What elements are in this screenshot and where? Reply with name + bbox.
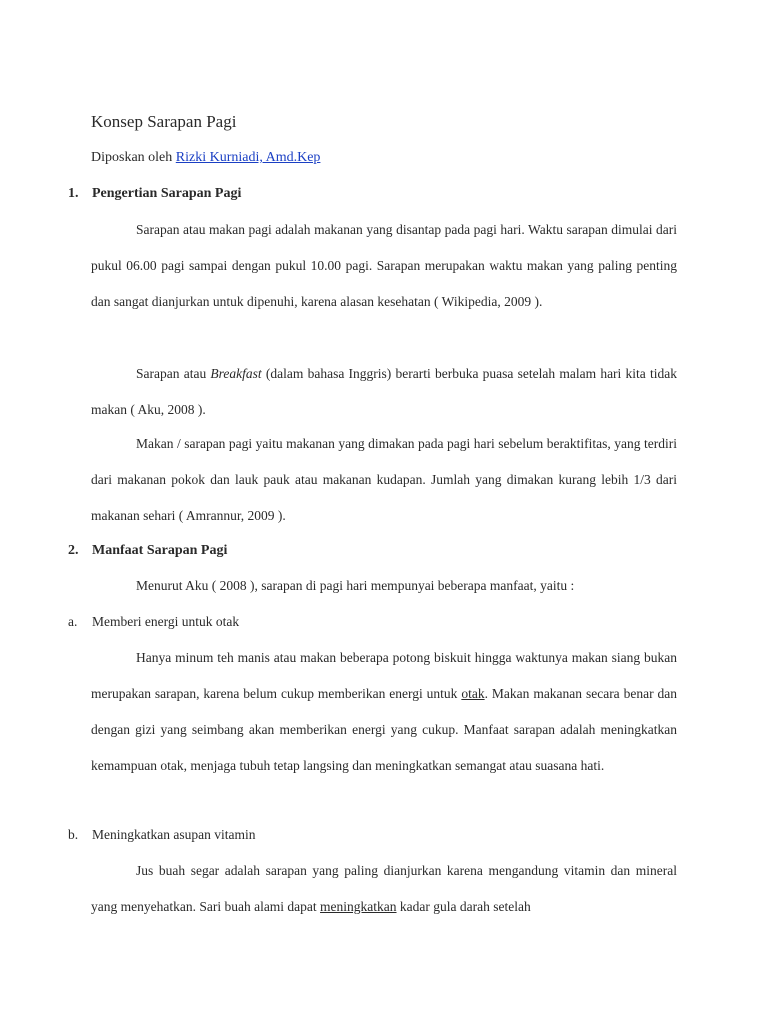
paragraph-pengertian-2	[91, 356, 677, 428]
subitem-a-letter: a.	[68, 614, 78, 629]
paragraph-pengertian-3: Makan / sarapan pagi yaitu makanan yang dimakan pada pagi hari sebelum beraktifitas, yang terdiri dari makanan pokok dan lauk pauk atau makanan kudapan. Jumlah yang dimakan kurang lebih 1/3 dari makanan sehari ( Amrannur, 2009 ).	[91, 436, 677, 523]
section-title-1: Pengertian Sarapan Pagi	[92, 186, 242, 201]
subitem-a	[68, 614, 239, 630]
vitamin-text-before: Jus buah segar adalah sarapan yang paling dianjurkan karena mengandung vitamin dan mineral yang menyehatkan. Sari buah alami dapat	[91, 863, 677, 914]
vitamin-text-after: kadar gula darah setelah	[396, 899, 531, 914]
subitem-a-label: Memberi energi untuk otak	[92, 614, 240, 629]
subitem-b-letter: b.	[68, 827, 79, 842]
subitem-b	[68, 827, 255, 843]
otak-text-after: . Makan makanan secara benar dan dengan gizi yang seimbang akan memberikan energi yang cukup. Manfaat sarapan adalah meningkatkan kemampuan otak, menjaga tubuh tetap langsing dan meningkatkan semangat atau suasana hati.	[91, 686, 677, 773]
paragraph-manfaat-intro: Menurut Aku ( 2008 ), sarapan di pagi hari mempunyai beberapa manfaat, yaitu :	[136, 578, 575, 593]
subitem-b-label: Meningkatkan asupan vitamin	[92, 827, 256, 842]
byline-prefix: Diposkan oleh	[91, 150, 176, 165]
paragraph-pengertian-1: Sarapan atau makan pagi adalah makanan yang disantap pada pagi hari. Waktu sarapan dimulai dari pukul 06.00 pagi sampai dengan pukul 10.00 pagi. Sarapan merupakan waktu makan yang paling penting dan sangat dianjurkan untuk dipenuhi, karena alasan kesehatan ( Wikipedia, 2009 ).	[91, 222, 677, 309]
paragraph-asupan-vitamin	[91, 853, 677, 925]
section-heading-2	[68, 543, 227, 559]
section-heading-1	[68, 186, 241, 202]
section-title-2: Manfaat Sarapan Pagi	[92, 543, 228, 558]
section-number-1: 1.	[68, 186, 79, 201]
byline	[91, 150, 320, 166]
otak-link[interactable]: otak	[461, 686, 485, 701]
author-link[interactable]: Rizki Kurniadi, Amd.Kep	[175, 150, 321, 165]
document-title: Konsep Sarapan Pagi	[91, 112, 237, 131]
paragraph-energi-otak	[91, 640, 677, 784]
breakfast-term: Breakfast	[210, 366, 262, 381]
otak-text-before: Hanya minum teh manis atau makan beberapa potong biskuit hingga waktunya makan siang bukan merupakan sarapan, karena belum cukup memberikan energi untuk	[91, 650, 677, 701]
meningkatkan-link[interactable]: meningkatkan	[320, 899, 397, 914]
section-number-2: 2.	[68, 543, 79, 558]
para2-text-after: (dalam bahasa Inggris) berarti berbuka puasa setelah malam hari kita tidak makan ( Aku, 2008 ).	[91, 366, 677, 417]
para2-text-before: Sarapan atau	[136, 366, 211, 381]
